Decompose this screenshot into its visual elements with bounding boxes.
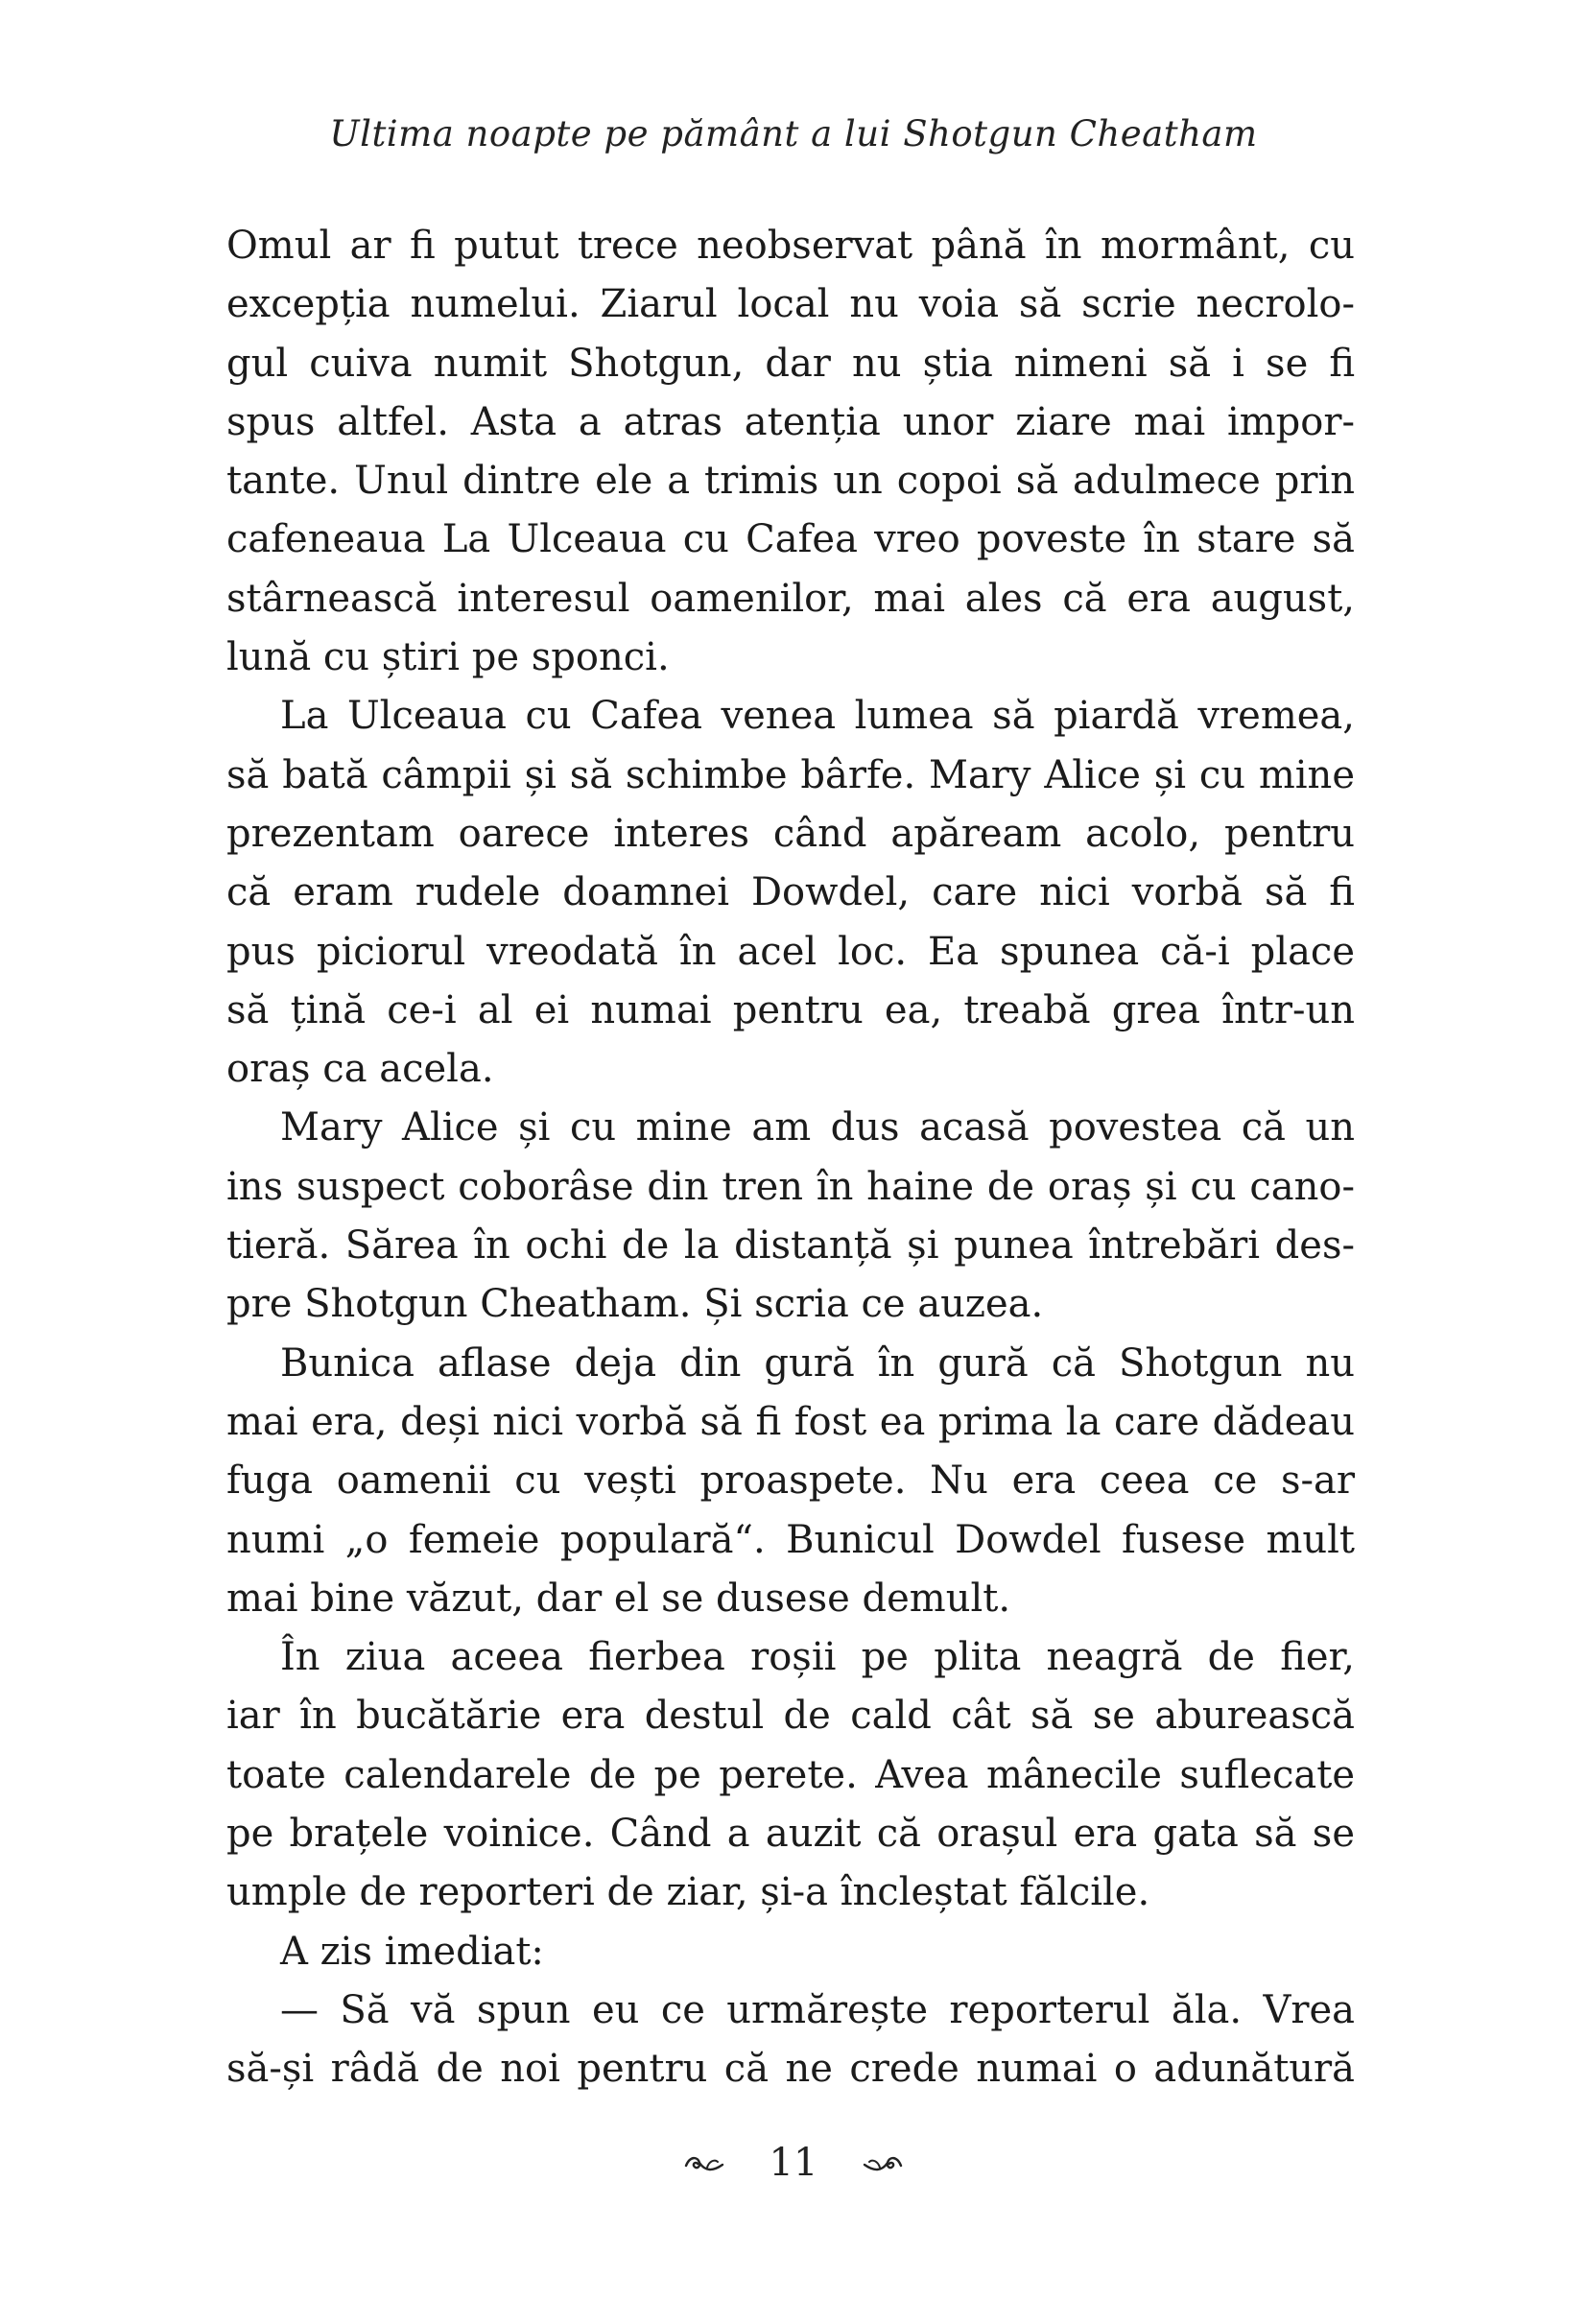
- fleuron-right-icon: [863, 2141, 903, 2185]
- text-line: stârnească interesul oamenilor, mai ales că era august,: [226, 576, 1355, 621]
- text-line: A zis imediat:: [280, 1929, 544, 1974]
- page-footer: [0, 2138, 1587, 2185]
- text-line: umple de reporteri de ziar, și-a încleștat fălcile.: [226, 1870, 1150, 1915]
- text-line: fuga oamenii cu vești proaspete. Nu era ceea ce s-ar: [226, 1458, 1355, 1504]
- text-line: prezentam oarece interes când apăream acolo, pentru: [226, 811, 1355, 856]
- text-line: pus piciorul vreodată în acel loc. Ea spunea că-i place: [226, 929, 1355, 974]
- fleuron-left-icon: [684, 2141, 724, 2185]
- text-line: pe brațele voinice. Când a auzit că orașul era gata să se: [226, 1812, 1355, 1857]
- text-line: numi „o femeie populară“. Bunicul Dowdel fusese mult: [226, 1517, 1355, 1562]
- text-line: Mary Alice și cu mine am dus acasă povestea că un: [280, 1105, 1355, 1150]
- running-title: Ultima noapte pe pământ a lui Shotgun Cheatham: [329, 113, 1258, 154]
- text-line: să bată câmpii și să schimbe bârfe. Mary Alice și cu mine: [226, 752, 1355, 797]
- text-line: cafeneaua La Ulceaua cu Cafea vreo poveste în stare să: [226, 517, 1355, 562]
- text-line: tante. Unul dintre ele a trimis un copoi să adulmece prin: [226, 459, 1355, 504]
- text-line: mai era, deși nici vorbă să fi fost ea prima la care dădeau: [226, 1399, 1355, 1444]
- text-line: Bunica aflase deja din gură în gură că Shotgun nu: [280, 1340, 1355, 1386]
- text-line: tieră. Sărea în ochi de la distanță și punea întrebări des-: [226, 1223, 1355, 1269]
- text-line: toate calendarele de pe perete. Avea mânecile suflecate: [226, 1752, 1355, 1797]
- text-line: mai bine văzut, dar el se dusese demult.: [226, 1576, 1011, 1621]
- text-line: să-și râdă de noi pentru că ne crede numai o adunătură: [226, 2047, 1355, 2092]
- text-line: să țină ce-i al ei numai pentru ea, treabă grea într-un: [226, 987, 1355, 1032]
- text-line: — Să vă spun eu ce urmărește reporterul ăla. Vrea: [280, 1987, 1355, 2032]
- text-line: La Ulceaua cu Cafea venea lumea să piardă vremea,: [280, 694, 1355, 739]
- text-line: Omul ar fi putut trece neobservat până în mormânt, cu: [226, 224, 1355, 268]
- text-line: În ziua aceea fierbea roșii pe plita neagră de fier,: [280, 1635, 1355, 1680]
- text-line: lună cu știri pe sponci.: [226, 635, 670, 680]
- page-number: 11: [769, 2141, 818, 2185]
- text-line: ins suspect coborâse din tren în haine de oraș și cu cano-: [226, 1164, 1355, 1209]
- text-line: spus altfel. Asta a atras atenția unor ziare mai impor-: [226, 399, 1355, 444]
- text-line: gul cuiva numit Shotgun, dar nu știa nimeni să i se fi: [226, 341, 1355, 386]
- text-line: că eram rudele doamnei Dowdel, care nici vorbă să fi: [226, 870, 1355, 915]
- body-text: [226, 217, 1355, 2099]
- text-line: iar în bucătărie era destul de cald cât să se aburească: [226, 1694, 1355, 1739]
- text-line: pre Shotgun Cheatham. Și scria ce auzea.: [226, 1282, 1044, 1327]
- text-line: oraș ca acela.: [226, 1047, 494, 1092]
- text-line: excepția numelui. Ziarul local nu voia să scrie necrolo-: [226, 282, 1355, 327]
